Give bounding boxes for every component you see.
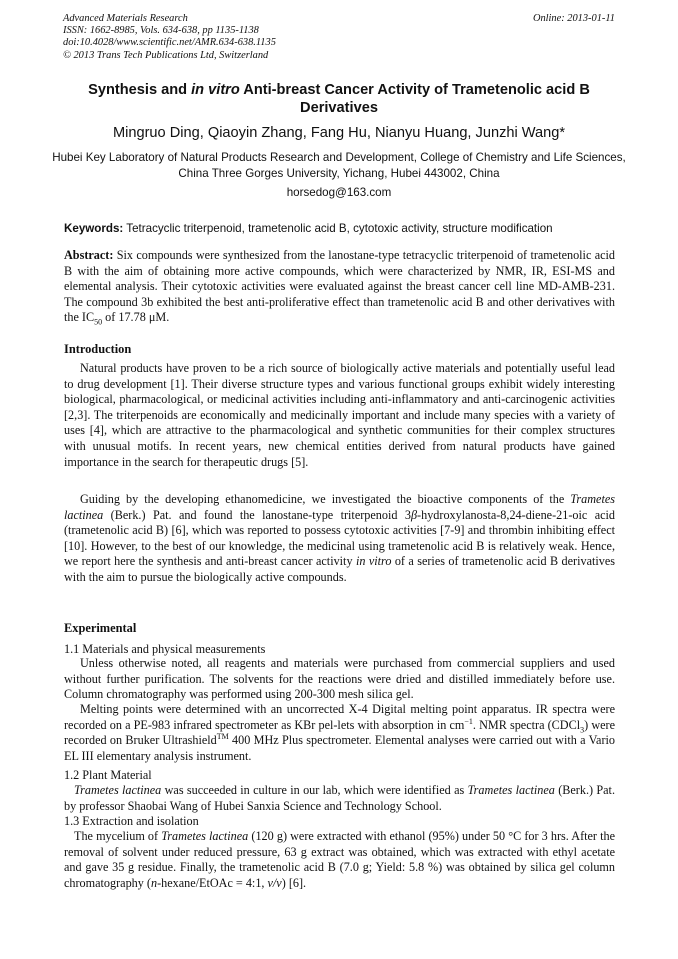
paper-title xyxy=(52,81,626,117)
exp-p4-species: Trametes lactinea xyxy=(161,829,249,843)
experimental-paragraph-1: Unless otherwise noted, all reagents and materials were purchased from commercial suppliers and used without further purification. The solvents for the reactions were dried and distilled immediately before use. Column chromatography was performed using 200-300 mesh silica gel. xyxy=(64,656,615,702)
intro-p2-a: Guiding by the developing ethanomedicine, we investigated the bioactive components of the xyxy=(80,492,571,506)
journal-header xyxy=(63,13,615,62)
online-date: Online: 2013-01-11 xyxy=(532,13,615,24)
exp-p4-vv: v/v xyxy=(267,875,282,890)
intro-paragraph-2 xyxy=(64,492,615,586)
abstract-text: Six compounds were synthesized from the lanostane-type tetracyclic triterpenoid of trametenolic acid B with the aim of obtaining more active compounds, which were characterized by NMR, IR, ESI-MS and elemental analysis. Their cytotoxic activities were evaluated against the breast cancer cell line MD-AMB-231. The compound 3b exhibited the best anti-proliferative effect than trametenolic acid B and other derivatives with the IC xyxy=(64,248,615,325)
intro-paragraph-1: Natural products have proven to be a rich source of biologically active materials and potentially useful lead to drug development [1]. Their diverse structure types and various functional groups exhibit widely interesting biological, pharmacological, or medicinal activities including anti-inflammatory and anti-carcinogenic activities [2,3]. The triterpenoids are economically and medicinally important and include many species with a variety of uses [4], which are attractive to the pharmacological and synthetic communities for their complex structures with unusual motifs. In recent years, new chemical entities derived from natural products have gained importance in the search for therapeutic drugs [5]. xyxy=(64,361,615,469)
title-part-1: Synthesis and xyxy=(88,82,192,98)
keywords-text: Tetracyclic triterpenoid, trametenolic acid B, cytotoxic activity, structure modification xyxy=(123,222,553,235)
section-1-2-heading: 1.2 Plant Material xyxy=(64,768,152,782)
journal-issn: ISSN: 1662-8985, Vols. 634-638, pp 1135-1138 xyxy=(63,25,259,37)
intro-p2-invitro: in vitro xyxy=(355,554,392,569)
affiliation: Hubei Key Laboratory of Natural Products Research and Development, College of Chemistry and Life Sciences, China Three Gorges University, Yichang, Hubei 443002, China xyxy=(52,151,626,181)
exp-p2-sub: 3 xyxy=(580,725,585,735)
exp-p4-b: (120 g) were extracted with ethanol (95%) under 50 °C for 3 hrs. After the removal of solvent under reduced pressure, 63 g extract was obtained, which was extracted with ethyl acetate and gave 35 g residue. Finally, the trametenolic acid B (7.0 g; Yield: 5.8 %) was obtained by silica gel column chromatography ( xyxy=(64,829,615,890)
exp-p3-species-1: Trametes lactinea xyxy=(74,783,162,797)
intro-p2-b: (Berk.) Pat. and found the lanostane-type triterpenoid 3 xyxy=(103,507,411,522)
abstract-ic-sub: 50 xyxy=(94,317,103,327)
intro-p2-species: Trametes lactinea xyxy=(64,492,615,522)
abstract-text-end: of 17.78 μM. xyxy=(102,310,170,325)
exp-p2-tm: TM xyxy=(216,732,229,742)
keywords xyxy=(64,221,616,236)
experimental-paragraph-3 xyxy=(64,783,615,814)
journal-copyright: © 2013 Trans Tech Publications Ltd, Switzerland xyxy=(63,49,269,61)
section-1-3-heading: 1.3 Extraction and isolation xyxy=(64,814,199,828)
exp-p3-a: was succeeded in culture in our lab, which were identified as xyxy=(161,783,468,797)
authors: Mingruo Ding, Qiaoyin Zhang, Fang Hu, Nianyu Huang, Junzhi Wang* xyxy=(112,125,566,141)
intro-p2-beta: β xyxy=(410,507,418,522)
exp-p2-d: 400 MHz Plus spectrometer. Elemental analyses were carried out with a Vario EL III elementary analysis instrument. xyxy=(64,733,615,763)
exp-p2-a: Melting points were determined with an uncorrected X-4 Digital melting point apparatus. IR spectra were recorded on a PE-983 infrared spectrometer as KBr pel-lets with absorption in cm xyxy=(64,702,615,732)
exp-p2-b: . NMR spectra (CDCl xyxy=(472,717,581,732)
exp-p2-sup: −1 xyxy=(464,716,473,726)
email: horsedog@163.com xyxy=(286,186,392,199)
journal-doi: doi:10.4028/www.scientific.net/AMR.634-638.1135 xyxy=(63,37,276,49)
exp-p3-b: (Berk.) Pat. by professor Shaobai Wang of Hubei Sanxia Science and Technology School. xyxy=(64,783,615,813)
section-1-1-heading: 1.1 Materials and physical measurements xyxy=(64,642,266,656)
experimental-paragraph-4 xyxy=(64,829,615,891)
exp-p2-c: ) were recorded on Bruker Ultrashield xyxy=(64,717,615,748)
exp-p4-d: ) [6]. xyxy=(281,875,307,890)
exp-p4-a: The mycelium of xyxy=(74,829,162,843)
experimental-heading: Experimental xyxy=(64,621,137,635)
journal-name: Advanced Materials Research xyxy=(63,13,188,24)
intro-p2-d: of a series of trametenolic acid B derivatives with the aim to pursue the biologically active compounds. xyxy=(64,554,615,584)
abstract xyxy=(64,248,615,326)
introduction-heading: Introduction xyxy=(64,342,132,356)
exp-p4-n: n xyxy=(150,875,158,890)
experimental-paragraph-2 xyxy=(64,702,615,764)
abstract-label: Abstract: xyxy=(64,248,114,262)
title-italic: in vitro xyxy=(191,82,240,98)
intro-p2-c: -hydroxylanosta-8,24-diene-21-oic acid (trametenolic acid B) [6], which was reported to possess cytotoxic activities [7-9] and thrombin inhibiting effect [10]. However, to the best of our knowledge, the medicinal using trametenolic acid B is relatively weak. Hence, we report here the synthesis and anti-breast cancer activity xyxy=(64,507,615,569)
title-part-2: Anti-breast Cancer Activity of Trametenolic acid B Derivatives xyxy=(239,82,590,116)
exp-p3-species-2: Trametes lactinea xyxy=(467,783,555,797)
keywords-label: Keywords: xyxy=(64,222,124,235)
exp-p4-c: -hexane/EtOAc = 4:1, xyxy=(157,875,268,890)
